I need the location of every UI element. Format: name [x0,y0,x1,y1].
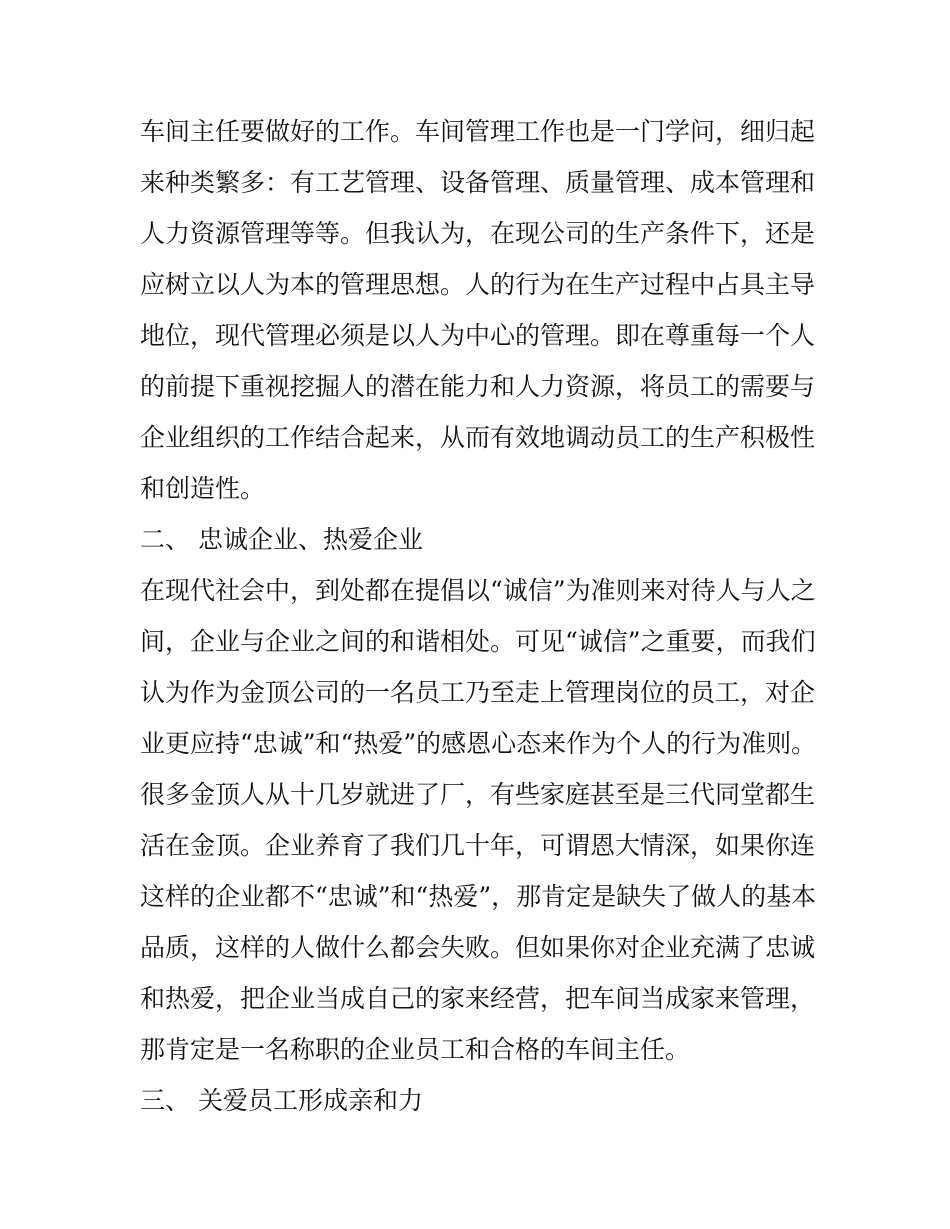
section-heading: 二、 忠诚企业、热爱企业 [140,525,423,554]
paragraph-line: 的前提下重视挖掘人的潜在能力和人力资源，将员工的需要与 [140,372,816,401]
paragraph-line: 地位，现代管理必须是以人为中心的管理。即在尊重每一个人 [140,321,816,350]
paragraph-line: 活在金顶。企业养育了我们几十年，可谓恩大情深，如果你连 [140,831,816,860]
paragraph-line: 车间主任要做好的工作。车间管理工作也是一门学问，细归起 [140,117,816,146]
paragraph-line: 人力资源管理等等。但我认为，在现公司的生产条件下，还是 [140,219,816,248]
paragraph-line: 那肯定是一名称职的企业员工和合格的车间主任。 [140,1035,691,1064]
paragraph-line: 在现代社会中，到处都在提倡以“诚信”为准则来对待人与人之 [140,576,816,605]
paragraph-line: 品质，这样的人做什么都会失败。但如果你对企业充满了忠诚 [140,933,816,962]
document-body [140,106,820,1126]
paragraph-line: 应树立以人为本的管理思想。人的行为在生产过程中占具主导 [140,270,816,299]
paragraph-line: 和创造性。 [140,474,266,503]
paragraph-line: 间，企业与企业之间的和谐相处。可见“诚信”之重要，而我们 [140,627,816,656]
section-heading: 三、 关爱员工形成亲和力 [140,1086,423,1115]
paragraph-line: 很多金顶人从十几岁就进了厂，有些家庭甚至是三代同堂都生 [140,780,816,809]
paragraph-line: 这样的企业都不“忠诚”和“热爱”，那肯定是缺失了做人的基本 [140,882,817,911]
paragraph-line: 来种类繁多：有工艺管理、设备管理、质量管理、成本管理和 [140,168,816,197]
paragraph-line: 和热爱，把企业当成自己的家来经营，把车间当成家来管理， [140,984,816,1013]
paragraph-line: 企业组织的工作结合起来，从而有效地调动员工的生产积极性 [140,423,816,452]
paragraph-line: 认为作为金顶公司的一名员工乃至走上管理岗位的员工，对企 [140,678,816,707]
paragraph-line: 业更应持“忠诚”和“热爱”的感恩心态来作为个人的行为准则。 [140,729,817,758]
